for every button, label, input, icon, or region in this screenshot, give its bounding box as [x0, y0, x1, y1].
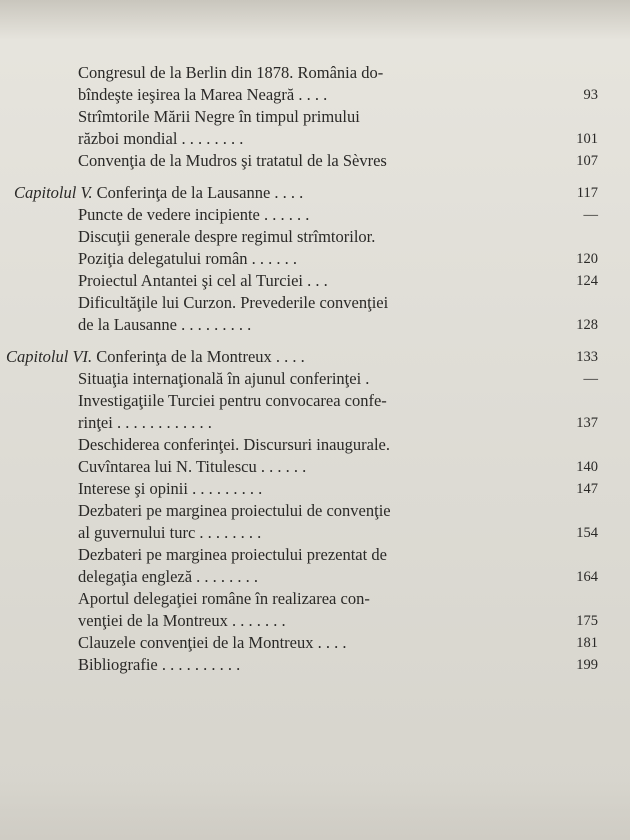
- table-of-contents: [0, 62, 630, 676]
- toc-page-number: 101: [576, 131, 598, 147]
- toc-entry: [0, 106, 630, 128]
- chapter-label: Capitolul V.: [14, 183, 93, 202]
- toc-entry: [0, 128, 630, 150]
- toc-chapter-heading: [14, 182, 303, 204]
- toc-entry: [0, 522, 630, 544]
- toc-entry: [0, 84, 630, 106]
- toc-entry: [0, 368, 630, 390]
- toc-entry: [0, 500, 630, 522]
- toc-chapter-heading: [6, 346, 305, 368]
- toc-entry-title: Bibliografie . . . . . . . . . .: [78, 655, 241, 674]
- chapter-title: Conferinţa de la Montreux . . . .: [96, 347, 305, 366]
- toc-entry-title: Proiectul Antantei şi cel al Turciei . . .: [78, 271, 328, 290]
- toc-entry-title: război mondial . . . . . . . .: [78, 129, 244, 148]
- toc-page-number: 147: [576, 481, 598, 497]
- toc-entry-title: Clauzele convenţiei de la Montreux . . . .: [78, 633, 347, 652]
- toc-entry: [0, 654, 630, 676]
- toc-chapter-entry: [0, 346, 630, 368]
- toc-entry: [0, 314, 630, 336]
- toc-entry-title: bîndeşte ieşirea la Marea Neagră . . . .: [78, 85, 328, 104]
- toc-page-number: 181: [576, 635, 598, 651]
- toc-entry: [0, 270, 630, 292]
- toc-page-number: 199: [576, 657, 598, 673]
- toc-entry: [0, 204, 630, 226]
- toc-entry: [0, 62, 630, 84]
- toc-entry: [0, 544, 630, 566]
- toc-page-number: 120: [576, 251, 598, 267]
- toc-entry-title: rinţei . . . . . . . . . . . .: [78, 413, 212, 432]
- toc-page-number: 164: [576, 569, 598, 585]
- chapter-title: Conferinţa de la Lausanne . . . .: [96, 183, 304, 202]
- toc-page-number: —: [583, 207, 598, 223]
- toc-page-number: 128: [576, 317, 598, 333]
- toc-entry-title: Dezbateri pe marginea proiectului de convenţie: [78, 501, 391, 520]
- toc-entry-title: de la Lausanne . . . . . . . . .: [78, 315, 252, 334]
- toc-page-number: 154: [576, 525, 598, 541]
- toc-entry-title: Deschiderea conferinţei. Discursuri inaugurale.: [78, 435, 390, 454]
- toc-entry: [0, 478, 630, 500]
- toc-page-number: 133: [576, 349, 598, 365]
- toc-entry-title: Situaţia internaţională în ajunul conferinţei .: [78, 369, 370, 388]
- toc-entry-title: Dificultăţile lui Curzon. Prevederile convenţiei: [78, 293, 389, 312]
- toc-entry-title: Investigaţiile Turciei pentru convocarea confe-: [78, 391, 387, 410]
- toc-entry-title: Poziţia delegatului român . . . . . .: [78, 249, 298, 268]
- toc-entry: [0, 248, 630, 270]
- toc-entry: [0, 292, 630, 314]
- toc-page-number: 137: [576, 415, 598, 431]
- toc-entry-title: delegaţia engleză . . . . . . . .: [78, 567, 259, 586]
- toc-page-number: —: [583, 371, 598, 387]
- toc-page-number: 93: [583, 87, 598, 103]
- toc-entry: [0, 588, 630, 610]
- toc-entry-title: Puncte de vedere incipiente . . . . . .: [78, 205, 310, 224]
- toc-chapter-entry: [0, 182, 630, 204]
- toc-entry-title: Congresul de la Berlin din 1878. România do-: [78, 63, 384, 82]
- toc-entry-title: Aportul delegaţiei române în realizarea con-: [78, 589, 370, 608]
- toc-entry: [0, 610, 630, 632]
- toc-page-number: 124: [576, 273, 598, 289]
- toc-entry-title: venţiei de la Montreux . . . . . . .: [78, 611, 286, 630]
- toc-entry: [0, 150, 630, 172]
- chapter-label: Capitolul VI.: [6, 347, 93, 366]
- toc-entry: [0, 632, 630, 654]
- toc-entry: [0, 566, 630, 588]
- toc-page-number: 107: [576, 153, 598, 169]
- toc-entry: [0, 434, 630, 456]
- toc-entry-title: Discuţii generale despre regimul strîmtorilor.: [78, 227, 376, 246]
- toc-entry-title: Strîmtorile Mării Negre în timpul primului: [78, 107, 360, 126]
- toc-page-number: 175: [576, 613, 598, 629]
- toc-entry-title: Cuvîntarea lui N. Titulescu . . . . . .: [78, 457, 307, 476]
- toc-entry-title: al guvernului turc . . . . . . . .: [78, 523, 262, 542]
- toc-page-number: 117: [576, 185, 598, 201]
- toc-entry: [0, 390, 630, 412]
- toc-entry: [0, 412, 630, 434]
- toc-entry: [0, 226, 630, 248]
- toc-entry: [0, 456, 630, 478]
- toc-page-number: 140: [576, 459, 598, 475]
- toc-entry-title: Dezbateri pe marginea proiectului prezentat de: [78, 545, 387, 564]
- toc-entry-title: Interese şi opinii . . . . . . . . .: [78, 479, 263, 498]
- toc-entry-title: Convenţia de la Mudros şi tratatul de la Sèvres: [78, 151, 387, 170]
